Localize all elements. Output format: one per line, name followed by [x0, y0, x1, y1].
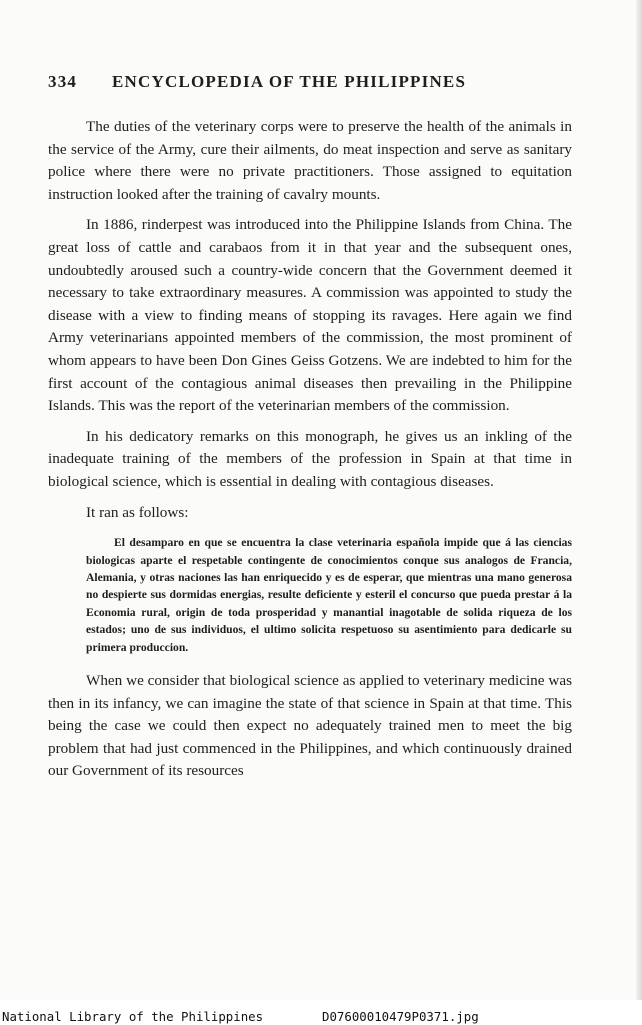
page-edge: [636, 0, 642, 1000]
paragraph-ran-as-follows: It ran as follows:: [86, 503, 189, 521]
paragraph-veterinary-duties: The duties of the veterinary corps were to preserve the health of the animals in the service of the Army, cure their ailments, do meat inspection and serve as sanitary police where there were no private practitioners. Those assigned to equitation instruction looked after the training of cavalry mounts.: [48, 118, 572, 203]
paragraph-dedicatory-remarks: In his dedicatory remarks on this monograph, he gives us an inkling of the inadequate training of the members of the profession in Spain at that time in biological science, which is essential in dealing with contagious diseases.: [48, 427, 572, 490]
page-number: 334: [48, 72, 78, 91]
running-title: ENCYCLOPEDIA OF THE PHILIPPINES: [112, 72, 467, 91]
image-filename: D07600010479P0371.jpg: [322, 1009, 479, 1024]
page-body: [48, 116, 572, 791]
paragraph-biological-science: When we consider that biological science as applied to veterinary medicine was then in its infancy, we can imagine the state of that science in Spain at that time. This being the case we could then expect no adequately trained men to meet the big problem that had just commenced in the Philippines, and which continuously drained our Government of its resources: [48, 671, 572, 780]
paragraph-rinderpest: In 1886, rinderpest was introduced into the Philippine Islands from China. The great loss of cattle and carabaos from it in that year and the subsequent ones, undoubtedly aroused such a country-wide concern that the Government deemed it necessary to take extraordinary measures. A commission was appointed to study the disease with a view to finding means of stopping its ravages. Here again we find Army veterinarians appointed members of the commission, the most prominent of whom appears to have been Don Gines Geiss Gotzens. We are indebted to him for the first account of the contagious animal diseases then prevailing in the Philippine Islands. This was the report of the veterinarian members of the commission.: [48, 216, 572, 415]
library-credit: National Library of the Philippines: [2, 1009, 264, 1024]
spanish-quote: El desamparo en que se encuentra la clase veterinaria española impide que á las ciencias biologicas aparte el respetable contingente de conocimientos conque sus analogos de Francia, Alemania, y otras naciones las han enriquecido y es de esperar, que mientras una mano generosa no despierte sus dormidas energias, resulte deficiente y esteril el concurso que pueda prestar á la Economia rural, origin de toda prosperidad y manantial inagotable de solida riqueza de los estados; uno de sus individuos, el ultimo solicita respetuoso su asentimiento para dedicarle su primera produccion.: [86, 536, 572, 654]
page-header: [48, 72, 508, 92]
